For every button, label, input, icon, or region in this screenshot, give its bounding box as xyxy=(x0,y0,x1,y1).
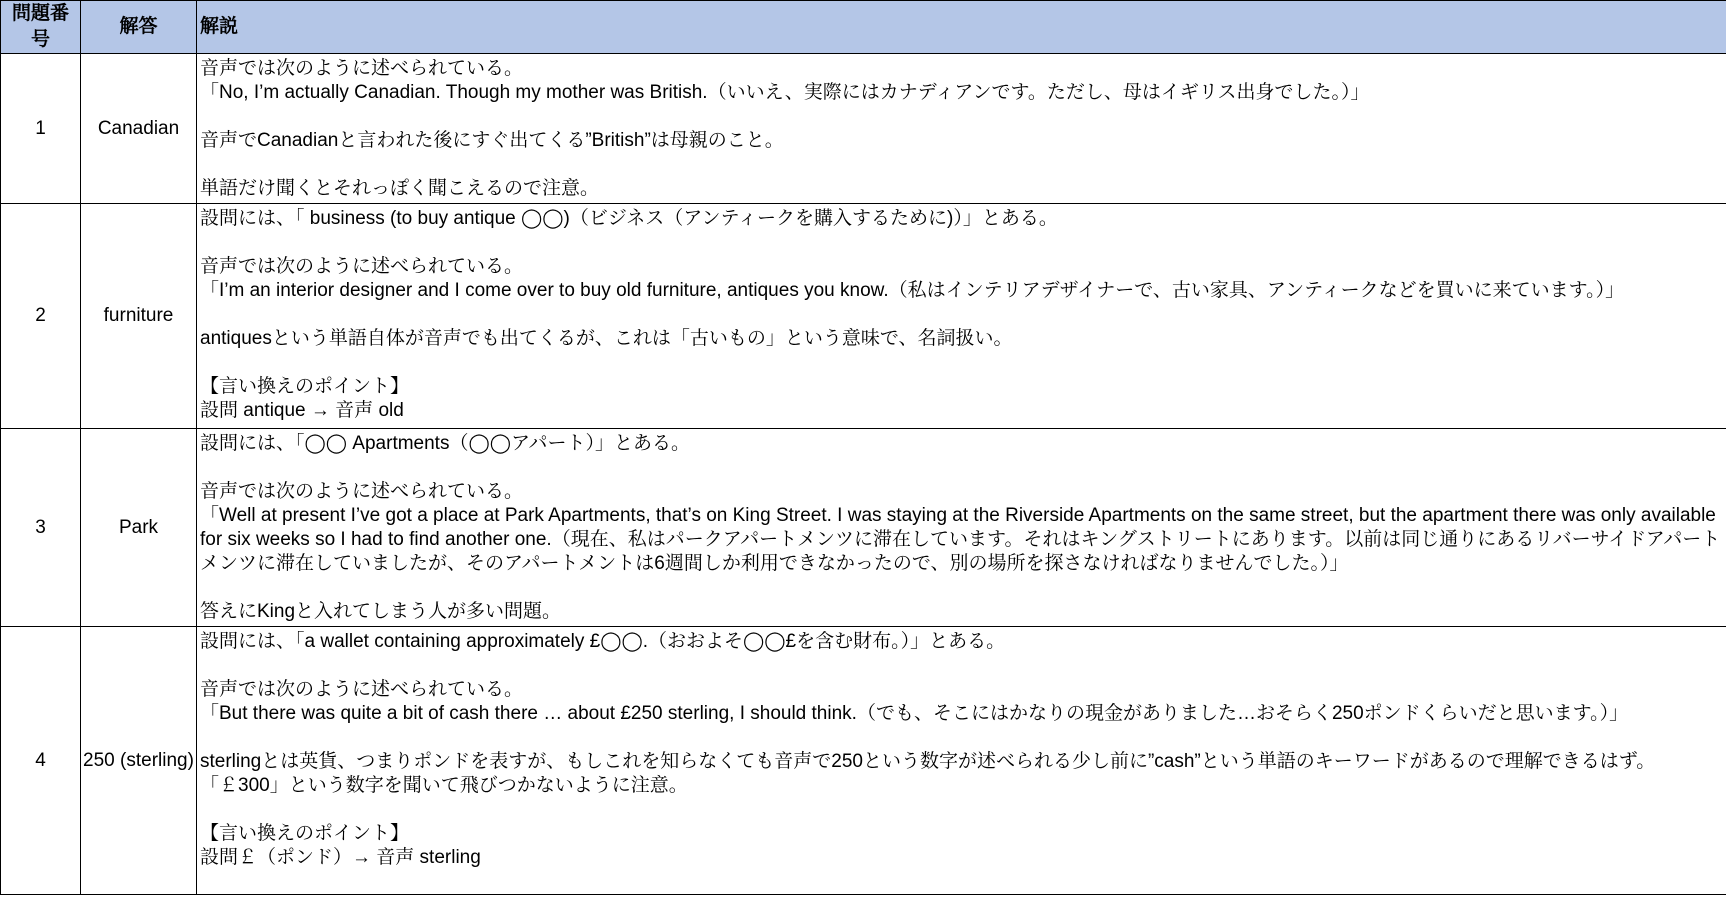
explanation-cell: 音声では次のように述べられている。 「No, I’m actually Canadian. Though my mother was British.（いいえ、実際にはカナディアンです。ただし、母はイギリス出身でした。）」 音声でCanadianと言われた後にすぐ出てくる”British”は母親のこと。 単語だけ聞くとそれっぽく聞こえるので注意。 xyxy=(197,54,1726,204)
question-number: 2 xyxy=(1,204,81,429)
explanation-cell: 設問には、「◯◯ Apartments（◯◯アパート）」とある。 音声では次のように述べられている。 「Well at present I’ve got a place at Park Apartments, that’s on King Street. I was staying at the Riverside Apartments on the same street, but the apartment there was only available for six weeks so I had to find another one.（現在、私はパークアパートメンツに滞在しています。それはキングストリートにあります。以前は同じ通りにあるリバーサイドアパートメンツに滞在していましたが、そのアパートメントは6週間しか利用できなかったので、別の場所を探さなければなりませんでした。）」 答えにKingと入れてしまう人が多い問題。 xyxy=(197,429,1726,627)
explanation-cell: 設問には、「a wallet containing approximately £◯◯.（おおよそ◯◯£を含む財布。）」とある。 音声では次のように述べられている。 「But there was quite a bit of cash there … about £250 sterling, I should think.（でも、そこにはかなりの現金がありました…おそらく250ポンドくらいだと思います。）」 sterlingとは英貨、つまりポンドを表すが、もしこれを知らなくても音声で250という数字が述べられる少し前に”cash”という単語のキーワードがあるので理解できるはず。 「￡300」という数字を聞いて飛びつかないように注意。 【言い換えのポイント】 設問￡（ポンド）→ 音声 sterling xyxy=(197,627,1726,895)
header-answer: 解答 xyxy=(81,1,197,54)
question-number: 4 xyxy=(1,627,81,895)
answer-cell: furniture xyxy=(81,204,197,429)
question-number: 1 xyxy=(1,54,81,204)
table-row xyxy=(1,204,1726,429)
table-row xyxy=(1,627,1726,895)
answer-cell: Canadian xyxy=(81,54,197,204)
table-row xyxy=(1,429,1726,627)
header-number: 問題番号 xyxy=(1,1,81,54)
answer-cell: Park xyxy=(81,429,197,627)
header-explanation: 解説 xyxy=(197,1,1726,54)
table-row xyxy=(1,54,1726,204)
header-row xyxy=(1,1,1726,54)
explanation-cell: 設問には、「 business (to buy antique ◯◯)（ビジネス（アンティークを購入するために)）」とある。 音声では次のように述べられている。 「I’m an interior designer and I come over to buy old furniture, antiques you know.（私はインテリアデザイナーで、古い家具、アンティークなどを買いに来ています。）」 antiquesという単語自体が音声でも出てくるが、これは「古いもの」という意味で、名詞扱い。 【言い換えのポイント】 設問 antique → 音声 old xyxy=(197,204,1726,429)
answer-cell: 250 (sterling) xyxy=(81,627,197,895)
question-number: 3 xyxy=(1,429,81,627)
